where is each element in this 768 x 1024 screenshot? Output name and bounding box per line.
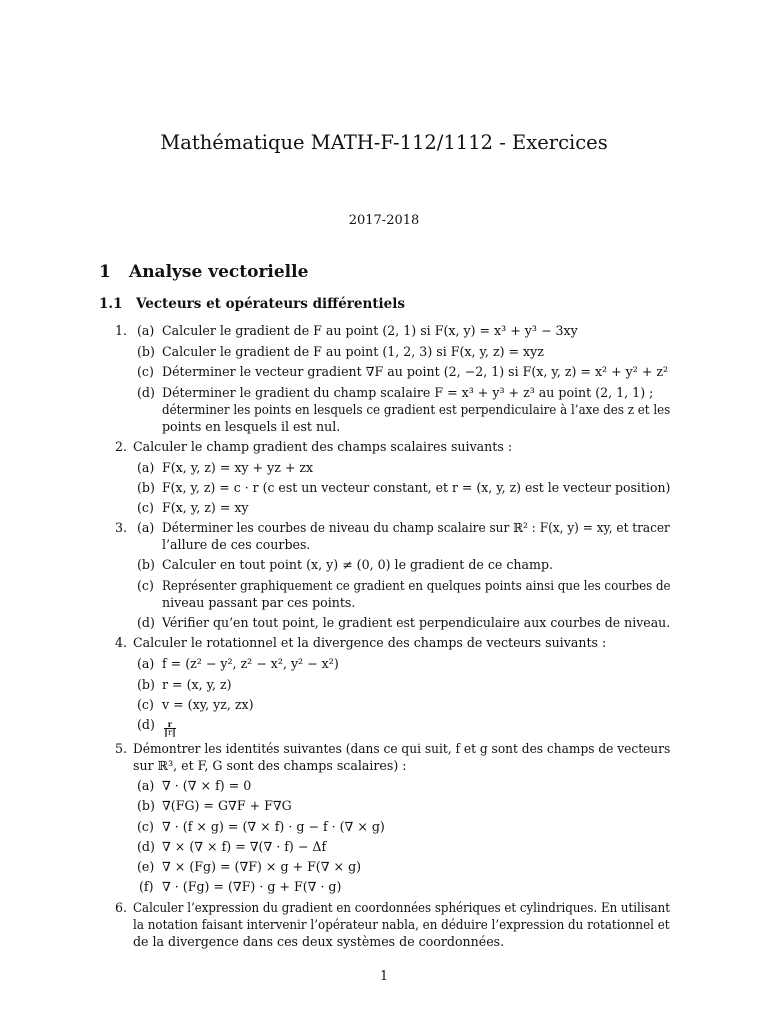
section-title: Analyse vectorielle (129, 262, 309, 282)
subsection-title: Vecteurs et opérateurs différentiels (136, 296, 406, 312)
exercise-line: f = (z² − y², z² − x², y² − x²) (162, 656, 339, 671)
exercise-line: Démontrer les identités suivantes (dans ce qui suit, f et g sont des champs de vecteurs (133, 741, 671, 756)
exercise-line: F(x, y, z) = xy + yz + zx (162, 460, 314, 475)
item-label: (b) (137, 677, 155, 692)
exercise-line: ∇(FG) = G∇F + F∇G (162, 798, 292, 813)
section-number: 1 (99, 262, 111, 282)
fraction-denominator: ‖r‖ (164, 728, 176, 737)
item-label: (b) (137, 557, 155, 572)
document-title: Mathématique MATH-F-112/1112 - Exercices (160, 131, 608, 154)
item-label: (d) (137, 717, 155, 732)
exercise-line: Calculer en tout point (x, y) ≠ (0, 0) le gradient de ce champ. (162, 557, 554, 572)
exercise-line: niveau passant par ces points. (162, 595, 356, 610)
item-label: (d) (137, 839, 155, 854)
exercise-line: ∇ · (Fg) = (∇F) · g + F(∇ · g) (162, 879, 342, 894)
exercise-number: 4. (115, 635, 128, 650)
exercise-line: de la divergence dans ces deux systèmes de coordonnées. (133, 934, 505, 949)
item-label: (a) (137, 323, 155, 338)
item-label: (f) (139, 879, 154, 894)
exercise-line: ∇ × (∇ × f) = ∇(∇ · f) − Δf (162, 839, 327, 854)
item-label: (c) (137, 819, 154, 834)
exercise-line: points en lesquels il est nul. (162, 419, 341, 434)
fraction (164, 720, 176, 737)
exercise-line: Vérifier qu’en tout point, le gradient est perpendiculaire aux courbes de niveau. (162, 615, 671, 630)
item-label: (c) (137, 578, 154, 593)
exercise-line: ∇ × (Fg) = (∇F) × g + F(∇ × g) (162, 859, 362, 874)
section-heading (99, 262, 308, 282)
exercise-number: 1. (115, 323, 128, 338)
academic-year: 2017-2018 (348, 213, 420, 228)
exercise-line: l’allure de ces courbes. (162, 537, 311, 552)
item-label: (a) (137, 460, 155, 475)
exercise-line: la notation faisant intervenir l’opérateur nabla, en déduire l’expression du rotationnel et (133, 917, 670, 932)
exercise-line: F(x, y, z) = xy (162, 500, 249, 515)
item-label: (b) (137, 480, 155, 495)
exercise-line: Calculer le gradient de F au point (2, 1) si F(x, y) = x³ + y³ − 3xy (162, 323, 578, 338)
exercise-line: Calculer l’expression du gradient en coordonnées sphériques et cylindriques. En utilisant (133, 900, 671, 915)
subsection-heading (99, 296, 405, 312)
subsection-number: 1.1 (99, 296, 123, 312)
exercise-number: 6. (115, 900, 128, 915)
item-label: (d) (137, 615, 155, 630)
exercise-line: r = (x, y, z) (162, 677, 232, 692)
fraction-numerator: r (164, 720, 176, 729)
fraction-expression (164, 716, 176, 737)
item-label: (b) (137, 344, 155, 359)
exercise-number: 3. (115, 520, 128, 535)
item-label: (d) (137, 385, 155, 400)
exercise-line: Déterminer le vecteur gradient ∇F au point (2, −2, 1) si F(x, y, z) = x² + y² + z² (162, 364, 669, 379)
item-label: (a) (137, 656, 155, 671)
exercise-number: 2. (115, 439, 128, 454)
exercise-line: déterminer les points en lesquels ce gradient est perpendiculaire à l’axe des z et les (162, 402, 671, 417)
item-label: (c) (137, 500, 154, 515)
exercise-line: Calculer le gradient de F au point (1, 2, 3) si F(x, y, z) = xyz (162, 344, 544, 359)
item-label: (c) (137, 364, 154, 379)
exercise-line: ∇ · (∇ × f) = 0 (162, 778, 252, 793)
item-label: (e) (137, 859, 155, 874)
item-label: (a) (137, 778, 155, 793)
exercise-line: Représenter graphiquement ce gradient en quelques points ainsi que les courbes de (162, 578, 671, 593)
exercise-line: Déterminer les courbes de niveau du champ scalaire sur ℝ² : F(x, y) = xy, et tracer (162, 520, 670, 535)
exercise-line: Déterminer le gradient du champ scalaire F = x³ + y³ + z³ au point (2, 1, 1) ; (162, 385, 654, 400)
exercise-line: F(x, y, z) = c · r (c est un vecteur constant, et r = (x, y, z) est le vecteur position) (162, 480, 671, 495)
exercise-line: sur ℝ³, et F, G sont des champs scalaires) : (133, 758, 407, 773)
exercise-number: 5. (115, 741, 128, 756)
exercise-line: Calculer le rotationnel et la divergence des champs de vecteurs suivants : (133, 635, 607, 650)
item-label: (b) (137, 798, 155, 813)
page-number: 1 (379, 968, 388, 983)
exercise-line: v = (xy, yz, zx) (162, 697, 254, 712)
exercise-line: ∇ · (f × g) = (∇ × f) · g − f · (∇ × g) (162, 819, 385, 834)
exercise-line: Calculer le champ gradient des champs scalaires suivants : (133, 439, 513, 454)
item-label: (a) (137, 520, 155, 535)
item-label: (c) (137, 697, 154, 712)
